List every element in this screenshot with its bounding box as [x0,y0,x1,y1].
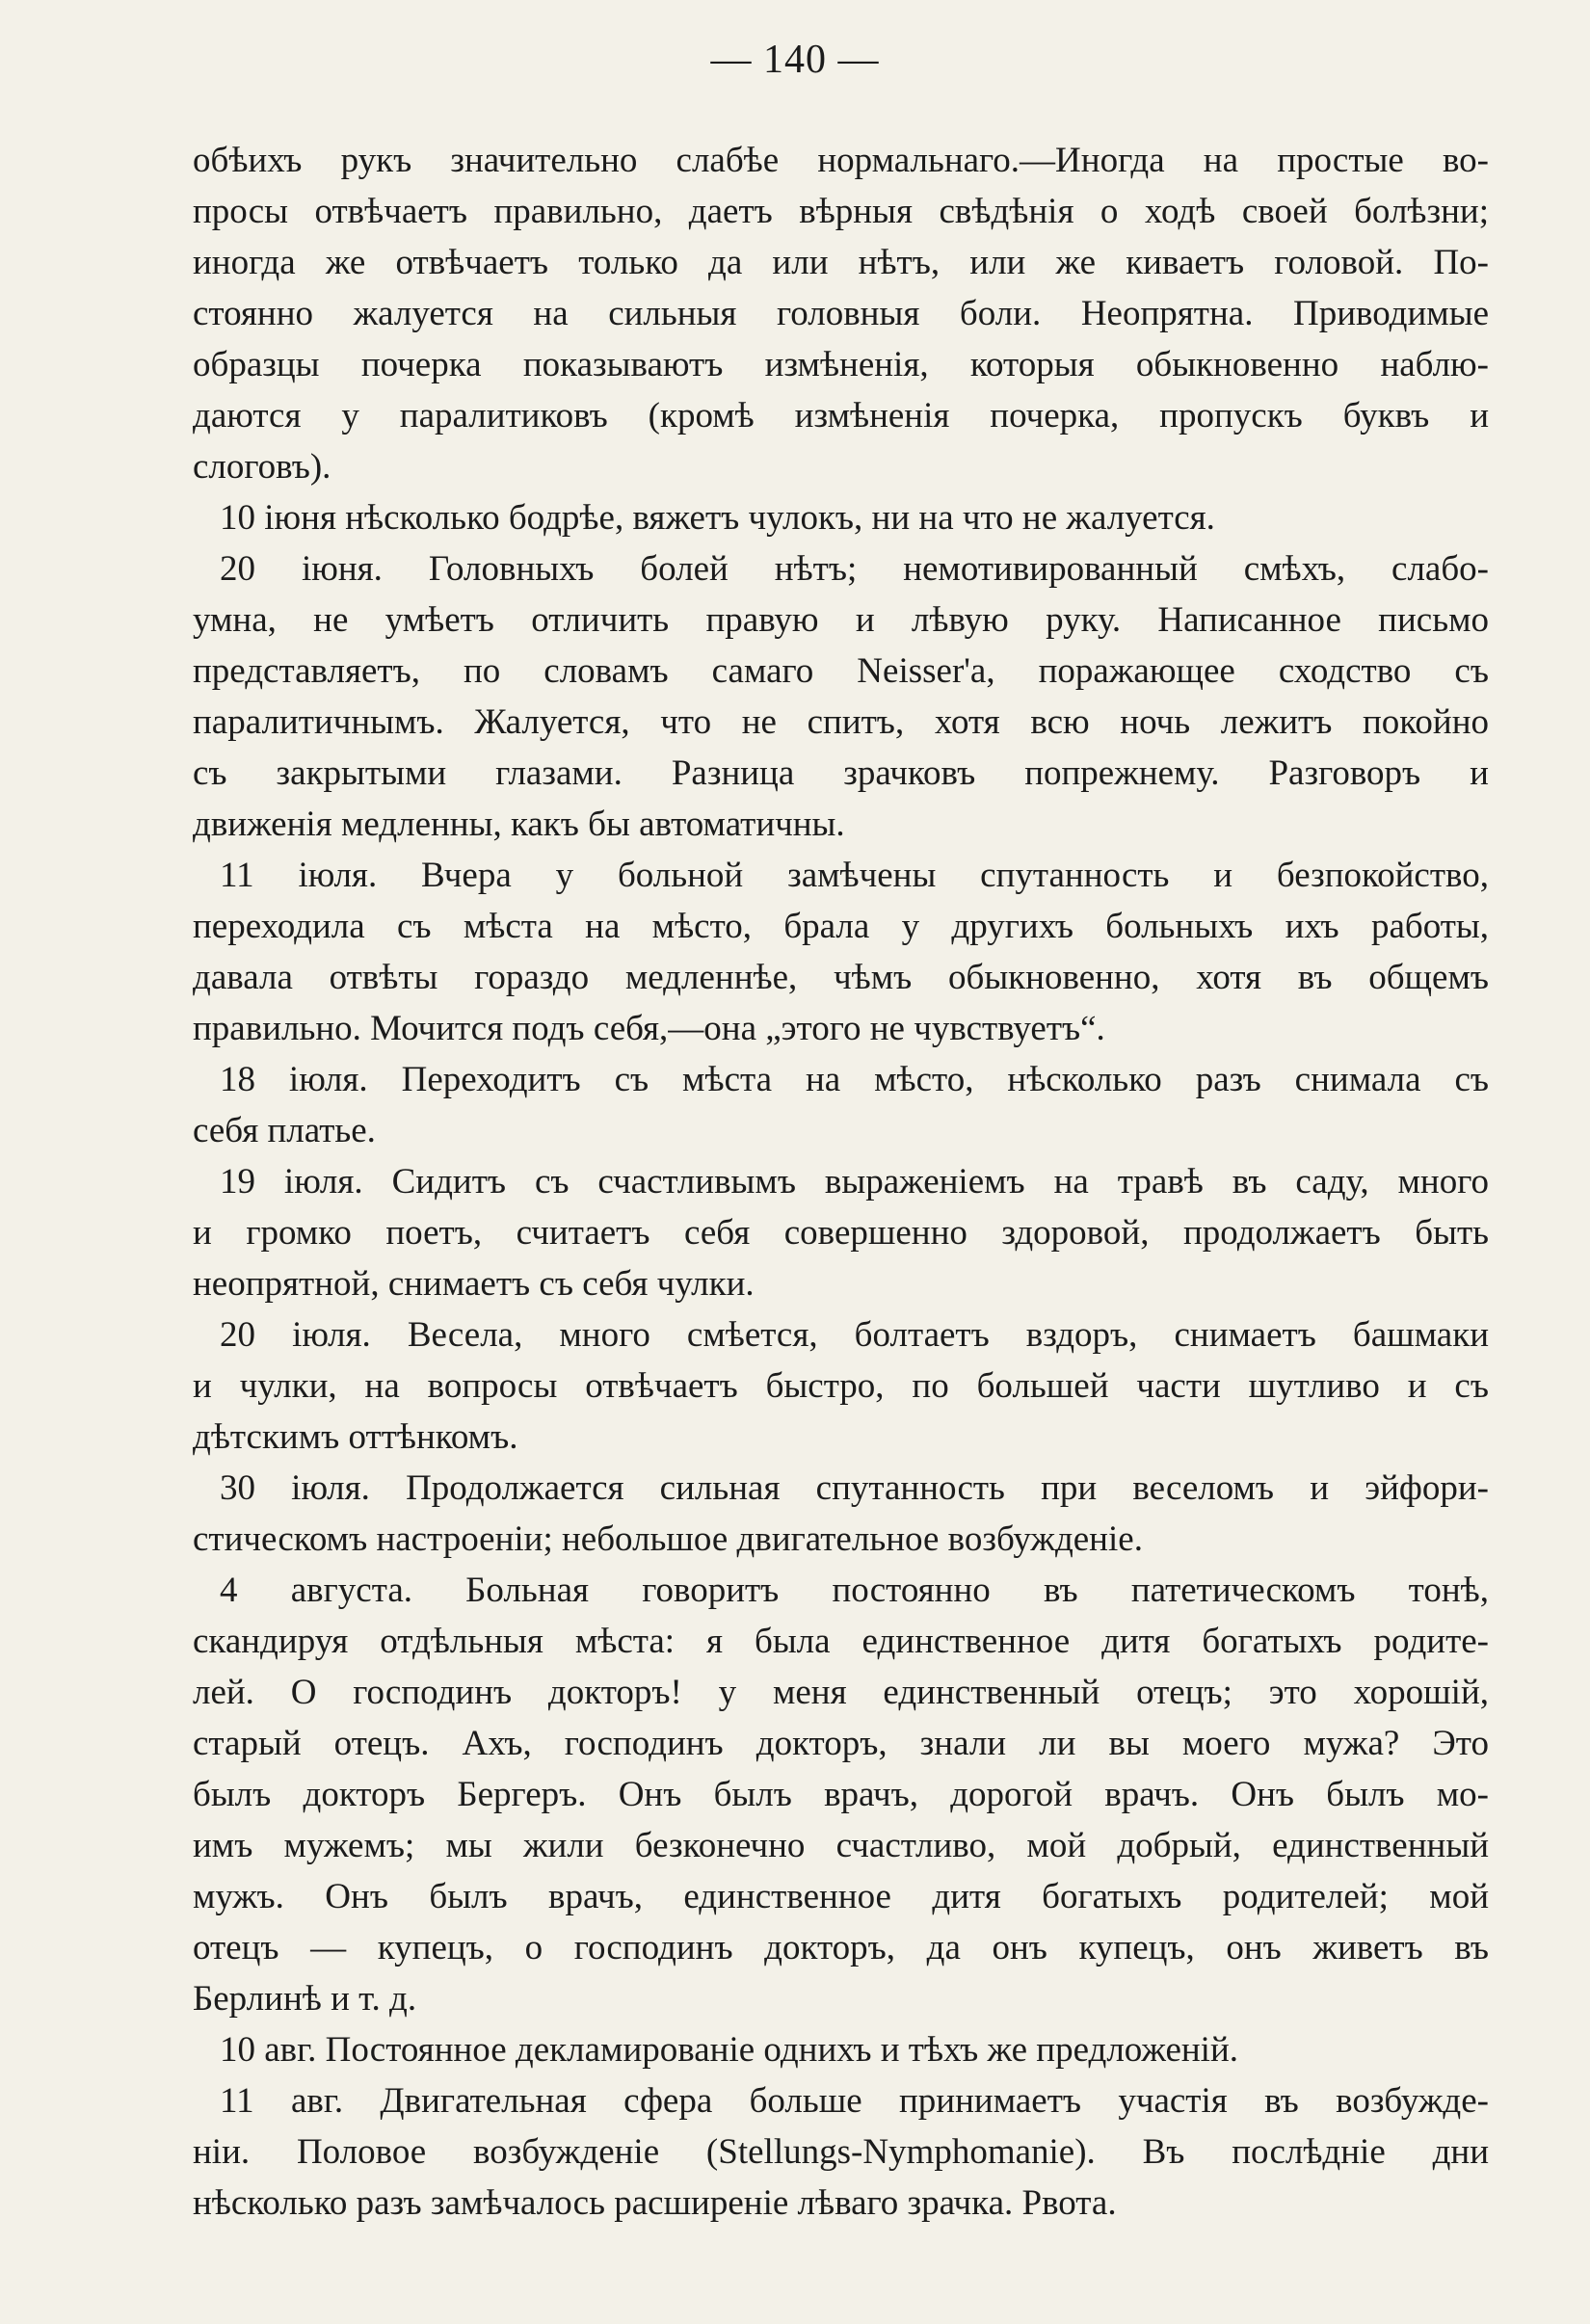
text-line: просы отвѣчаетъ правильно, даетъ вѣрныя свѣдѣнія о ходѣ своей болѣзни; [193,192,1489,231]
text-line: иногда же отвѣчаетъ только да или нѣтъ, или же киваетъ головой. По- [193,243,1489,282]
text-line: 10 авг. Постоянное декламированіе однихъ и тѣхъ же предложеній. [220,2030,1239,2070]
text-line: 11 авг. Двигательная сфера больше принимаетъ участія въ возбужде- [220,2081,1489,2121]
text-line: и громко поетъ, считаетъ себя совершенно здоровой, продолжаетъ быть [193,1213,1489,1253]
text-line: дѣтскимъ оттѣнкомъ. [193,1417,518,1457]
text-line: 10 іюня нѣсколько бодрѣе, вяжетъ чулокъ, ни на что не жалуется. [220,498,1215,538]
text-line: 19 іюля. Сидитъ съ счастливымъ выраженіемъ на травѣ въ саду, много [220,1162,1489,1202]
text-line: правильно. Мочится подъ себя,—она „этого не чувствуетъ“. [193,1009,1105,1048]
text-line: умна, не умѣетъ отличить правую и лѣвую руку. Написанное письмо [193,600,1489,640]
text-line: стическомъ настроеніи; небольшое двигательное возбужденіе. [193,1519,1143,1559]
text-line: давала отвѣты гораздо медленнѣе, чѣмъ обыкновенно, хотя въ общемъ [193,958,1489,997]
text-line: 4 августа. Больная говоритъ постоянно въ патетическомъ тонѣ, [220,1571,1489,1610]
text-line: обѣихъ рукъ значительно слабѣе нормальнаго.—Иногда на простые во- [193,141,1489,180]
text-line: 18 іюля. Переходитъ съ мѣста на мѣсто, нѣсколько разъ снимала съ [220,1060,1489,1099]
text-line: былъ докторъ Бергеръ. Онъ былъ врачъ, дорогой врачъ. Онъ былъ мо- [193,1775,1489,1814]
text-line: 20 іюля. Весела, много смѣется, болтаетъ вздоръ, снимаетъ башмаки [220,1315,1489,1355]
text-line: неопрятной, снимаетъ съ себя чулки. [193,1264,755,1304]
text-line: съ закрытыми глазами. Разница зрачковъ попрежнему. Разговоръ и [193,753,1489,793]
text-line: движенія медленны, какъ бы автоматичны. [193,805,845,844]
page-number: — 140 — [710,38,880,82]
text-line: имъ мужемъ; мы жили безконечно счастливо, мой добрый, единственный [193,1826,1489,1865]
text-line: и чулки, на вопросы отвѣчаетъ быстро, по большей части шутливо и съ [193,1366,1489,1406]
text-line: 30 іюля. Продолжается сильная спутанность при веселомъ и эйфори- [220,1468,1489,1508]
text-line: старый отецъ. Ахъ, господинъ докторъ, знали ли вы моего мужа? Это [193,1724,1489,1763]
text-line: скандируя отдѣльныя мѣста: я была единственное дитя богатыхъ родите- [193,1622,1489,1661]
text-line: стоянно жалуется на сильныя головныя боли. Неопрятна. Приводимые [193,294,1489,333]
text-line: паралитичнымъ. Жалуется, что не спитъ, хотя всю ночь лежитъ покойно [193,702,1489,742]
text-line: мужъ. Онъ былъ врачъ, единственное дитя богатыхъ родителей; мой [193,1877,1489,1916]
text-line: ніи. Половое возбужденіе (Stellungs-Nymphomanie). Въ послѣдніе дни [193,2132,1489,2172]
text-line: образцы почерка показываютъ измѣненія, которыя обыкновенно наблю- [193,345,1489,384]
text-line: отецъ — купецъ, о господинъ докторъ, да онъ купецъ, онъ живетъ въ [193,1928,1489,1967]
text-line: слоговъ). [193,447,331,487]
text-line: нѣсколько разъ замѣчалось расширеніе лѣваго зрачка. Рвота. [193,2183,1117,2223]
text-line: представляетъ, по словамъ самаго Neisser'а, поражающее сходство съ [193,651,1489,691]
text-line: переходила съ мѣста на мѣсто, брала у другихъ больныхъ ихъ работы, [193,907,1489,946]
text-line: себя платье. [193,1111,376,1150]
text-line: даются у паралитиковъ (кромѣ измѣненія почерка, пропускъ буквъ и [193,396,1489,436]
text-line: лей. О господинъ докторъ! у меня единственный отецъ; это хорошій, [193,1673,1489,1712]
text-line: 11 іюля. Вчера у больной замѣчены спутанность и безпокойство, [220,856,1489,895]
body-text [193,135,1489,2229]
text-line: Берлинѣ и т. д. [193,1979,417,2019]
text-line: 20 іюня. Головныхъ болей нѣтъ; немотивированный смѣхъ, слабо- [220,549,1489,589]
